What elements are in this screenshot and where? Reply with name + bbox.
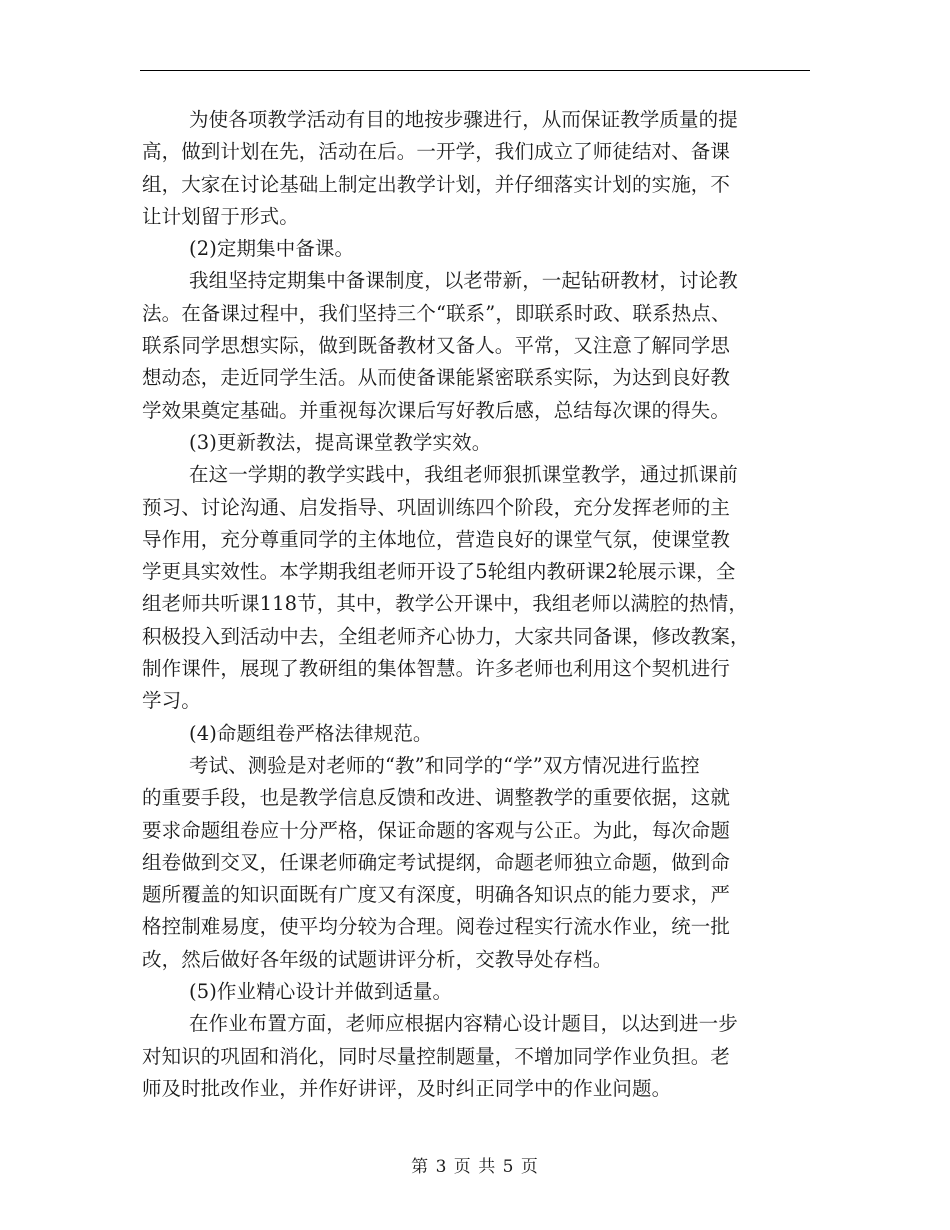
- text-line: 的重要手段，也是教学信息反馈和改进、调整教学的重要依据，这就: [142, 786, 731, 810]
- text-line: 制作课件，展现了教研组的集体智慧。许多老师也利用这个契机进行: [142, 657, 731, 681]
- text-line: (4)命题组卷严格法律规范。: [189, 721, 433, 745]
- document-body: [142, 104, 808, 1105]
- text-line: 联系同学思想实际，做到既备教材又备人。平常，又注意了解同学思: [142, 334, 731, 358]
- text-line: 积极投入到活动中去，全组老师齐心协力，大家共同备课，修改教案，: [142, 624, 750, 648]
- text-line: 改，然后做好各年级的试题讲评分析，交教导处存档。: [142, 947, 613, 971]
- text-line: 法。在备课过程中，我们坚持三个“联系”，即联系时政、联系热点、: [142, 301, 731, 325]
- text-line: 组卷做到交叉，任课老师确定考试提纲，命题老师独立命题，做到命: [142, 850, 731, 874]
- text-line: 高，做到计划在先，活动在后。一开学，我们成立了师徒结对、备课: [142, 140, 731, 164]
- header-rule: [140, 70, 810, 71]
- text-line: 预习、讨论沟通、启发指导、巩固训练四个阶段，充分发挥老师的主: [142, 495, 731, 519]
- text-line: (2)定期集中备课。: [189, 237, 355, 261]
- text-line: 考试、测验是对老师的“教”和同学的“学”双方情况进行监控: [189, 753, 700, 777]
- text-line: 学更具实效性。本学期我组老师开设了5轮组内教研课2轮展示课，全: [142, 560, 736, 584]
- text-line: 在这一学期的教学实践中，我组老师狠抓课堂教学，通过抓课前: [189, 463, 738, 487]
- text-line: 学效果奠定基础。并重视每次课后写好教后感，总结每次课的得失。: [142, 398, 731, 422]
- text-line: 让计划留于形式。: [142, 204, 299, 228]
- text-line: 师及时批改作业，并作好讲评，及时纠正同学中的作业问题。: [142, 1076, 672, 1100]
- page-number: 第 3 页 共 5 页: [411, 1157, 539, 1177]
- text-line: 组，大家在讨论基础上制定出教学计划，并仔细落实计划的实施，不: [142, 172, 731, 196]
- text-line: (3)更新教法，提高课堂教学实效。: [189, 430, 492, 454]
- text-line: 为使各项教学活动有目的地按步骤进行，从而保证教学质量的提: [189, 108, 738, 131]
- text-line: 在作业布置方面，老师应根据内容精心设计题目，以达到进一步: [189, 1012, 738, 1036]
- text-line: 我组坚持定期集中备课制度，以老带新，一起钻研教材，讨论教: [189, 269, 738, 293]
- text-line: 学习。: [142, 689, 201, 713]
- text-line: 格控制难易度，使平均分较为合理。阅卷过程实行流水作业，统一批: [142, 915, 731, 939]
- text-line: (5)作业精心设计并做到适量。: [189, 980, 453, 1004]
- text-line: 组老师共听课118节，其中，教学公开课中，我组老师以满腔的热情，: [142, 592, 748, 616]
- text-line: 导作用，充分尊重同学的主体地位，营造良好的课堂气氛，使课堂教: [142, 527, 731, 551]
- text-line: 对知识的巩固和消化，同时尽量控制题量，不增加同学作业负担。老: [142, 1044, 731, 1068]
- text-line: 要求命题组卷应十分严格，保证命题的客观与公正。为此，每次命题: [142, 818, 731, 842]
- text-line: 题所覆盖的知识面既有广度又有深度，明确各知识点的能力要求，严: [142, 883, 731, 907]
- text-line: 想动态，走近同学生活。从而使备课能紧密联系实际，为达到良好教: [142, 366, 731, 390]
